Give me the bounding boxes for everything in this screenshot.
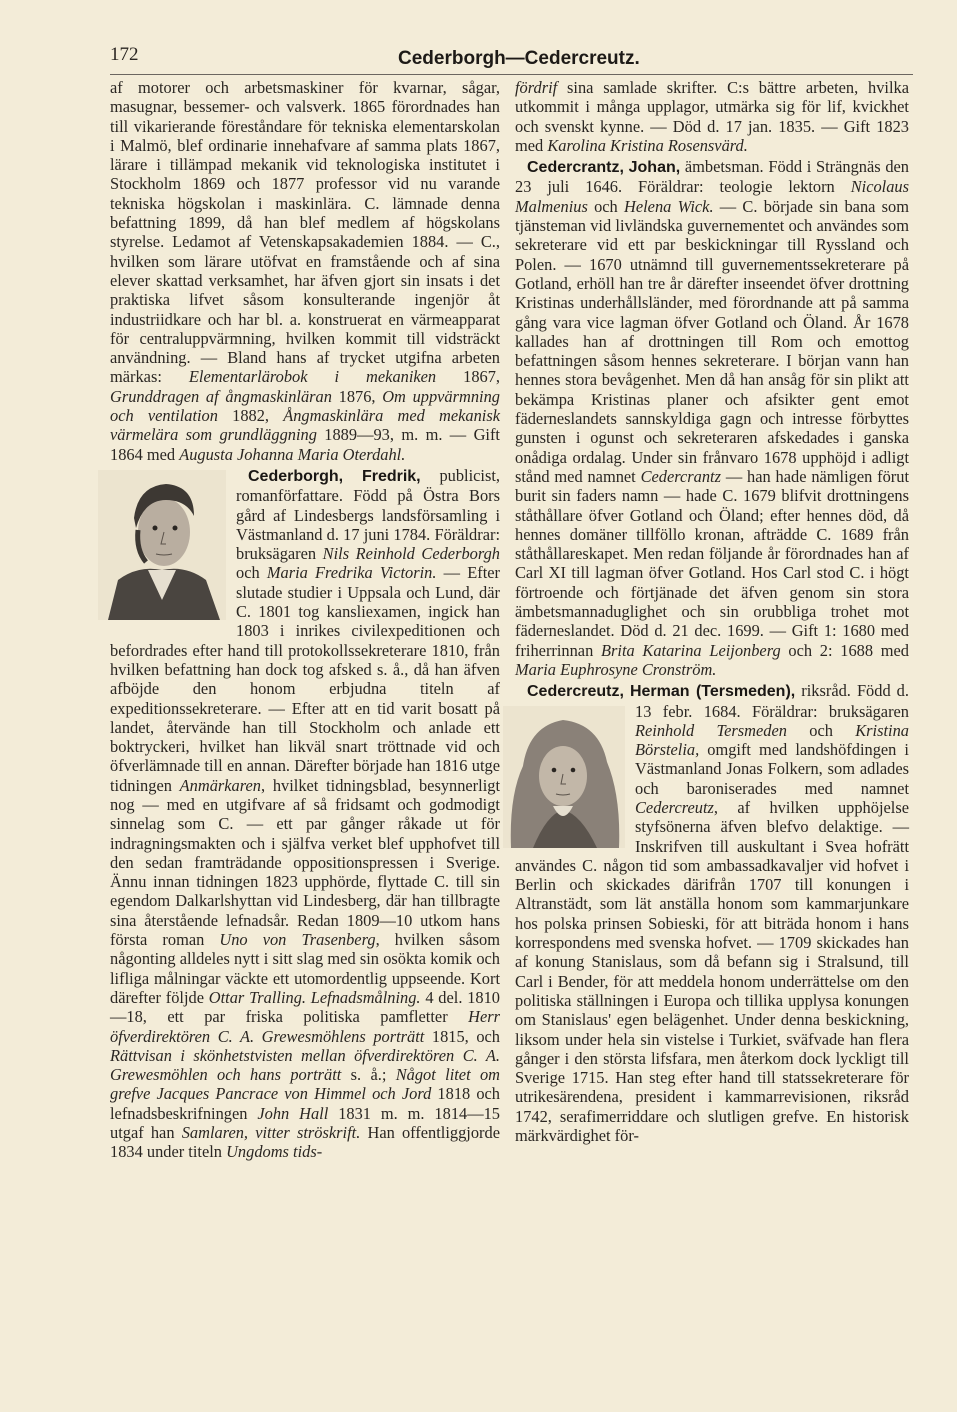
entry-fredrik-cederborgh: Cederborgh, Fredrik, publicist, romanförfattare. Född på Östra Bors gård af Lindesbergs landsförsamling i Västmanland d. 17 juni 1784. Föräldrar: bruksägaren Nils Reinhold Cederborgh och Maria Fredrika Victorin. — Efter slutade studier i Uppsala och Lund, där C. 1801 tog kansliexamen, ingick han 1803 i inrikes civilexpeditionen och befordrades efter hand till protokollssekreterare 1810, från hvilken befattning han dock tog afsked s. å., då han äfven afböjde den honom erbjudna titeln af expeditionssekreterare. — Efter att en tid varit bosatt på landet, återvände han till Stockholm och anlade ett boktryckeri, hvilket han likväl snart tröttnade vid och öfverlämnade till en annan. Därefter började han 1816 utge tidningen Anmärkaren, hvilket tidningsblad, besynnerligt nog — med en utgifvare af så fridsamt och godmodigt sinnelag som C. — ett par gånger råkade ut för indragningsmakten och i själfva verket blef upphofvet till den sedan framträdande oppositionspressen i Sverige. Ännu innan tidningen 1823 upphörde, flyttade C. till sin egendom Dalkarlshyttan vid Lindesberg, där han tillbragte sina återstående lefnadsår. Redan 1809—10 utkom hans första roman Uno von Trasenberg, hvilken såsom någonting alldeles nytt i sitt slag med sin osökta komik och lifliga målningar väckte ett utomordentlig uppseende. Kort därefter följde Ottar Tralling. Lefnadsmålning. 4 del. 1810—18, ett par friska politiska pamfletter Herr öfverdirektören C. A. Grewesmöhlens porträtt 1815, och Rättvisan i skönhetstvisten mellan öfverdirektören C. A. Grewesmöhlen och hans porträtt s. å.; Något litet om grefve Jacques Pancrace von Himmel och Jord 1818 och lefnadsbeskrifningen John Hall 1831 m. m. 1814—15 utgaf han Samlaren, vitter ströskrift. Han offentliggjorde 1834 under titeln Ungdoms tids-: [110, 466, 500, 1162]
entry-surname: Cedercrantz,: [527, 159, 624, 177]
entry-continuation: af motorer och arbetsmaskiner för kvarnar, sågar, masugnar, bessemer- och valsverk. 1865 förordnades han till vikarierande föreståndare för tekniska elementarskolan i Malmö, blef ordinarie innehafvare af samma plats 1867, lärare i tillämpad mekanik vid teknologiska institutet i Stockholm 1869 och 1877 professor vid nu varande tekniska högskolan i maskinlära. C. lämnade denna befattning 1899, då han blef medlem af högskolans styrelse. Ledamot af Vetenskapsakademien 1884. — C., hvilken som lärare utöfvat en framstående och af sina elever skattad verksamhet, har äfven gjort sin insats i det praktiska lifvet såsom konsulterande ingenjör åt industriidkare och har bl. a. konstruerat en värmeapparat för centraluppvärmning, hvilken kommit till vidsträckt användning. — Bland hans af trycket utgifna arbeten märkas: Elementarlärobok i mekaniken 1867, Grunddragen af ångmaskinläran 1876, Om uppvärmning och ventilation 1882, Ångmaskinlära med mekanisk värmelära som grundläggning 1889—93, m. m. — Gift 1864 med Augusta Johanna Maria Oterdahl.: [110, 78, 501, 464]
entry-given-name: Fredrik,: [361, 467, 421, 485]
portrait-image: [503, 706, 625, 848]
running-head: Cederborgh—Cedercreutz.: [398, 48, 640, 69]
entry-given-name: Herman (Tersmeden),: [629, 683, 796, 701]
portrait-image: [98, 470, 226, 620]
entry-surname: Cedercreutz,: [527, 683, 624, 701]
entry-johan-cedercrantz: Cedercrantz, Johan, ämbetsman. Född i Strängnäs den 23 juli 1646. Föräldrar: teologie lektorn Nicolaus Malmenius och Helena Wick. — C. började sin bana som tjänsteman vid livländska guvernementet och användes som sekreterare vid ett par beskickningar till Ryssland och Polen. — 1670 utnämnd till guvernementssekreterare på Gotland, erhöll han tre år därefter inseendet öfver drottning Kristinas underhållsländer, med förordnande att på samma gång vara vice lagman öfver Gotland och Öland. År 1678 kallades han af drottningen till Rom och emottog befattningen såsom hennes sekreterare. I början vann han hennes stora bevågenhet. Men då han ansåg för sin plikt att bekämpa Kristinas planer och afsikter gent emot fäderneslandets sannskyldiga gagn och intresse förbyttes gunsten i ogunst och sekreteraren afskedades i ganska onådiga ordalag. Under sin frånvaro 1678 upphöjd i adligt stånd med namnet Cedercrantz — han hade nämligen förut burit sin faders namn — hade C. 1679 blifvit drottningens ståthållare öfver Gotland och Öland; efter hennes död, då hennes domäner tillföllo kronan, afträdde C. 1689 från ståthållareskapet. Men redan följande år förordnades han af Carl XI till lagman öfver Gotland. Hos Carl stod C. i högt förtroende och förtjänade det äfven genom sin stora ämbetsmannaduglighet och sin orubbliga trohet mot fäderneslandet. Död d. 21 dec. 1699. — Gift 1: 1680 med friherrinnan Brita Katarina Leijonberg och 2: 1688 med Maria Euphrosyne Cronström.: [515, 157, 910, 679]
portrait-man-wig-icon: [503, 706, 625, 848]
entry-continuation-right: fördrif sina samlade skrifter. C:s bättre arbeten, hvilka utkommit i många upplagor, utmärka sig för lif, kvickhet och svenskt kynne. — Död d. 17 jan. 1835. — Gift 1823 med Karolina Kristina Rosensvärd.: [515, 78, 909, 155]
entry-surname: Cederborgh,: [248, 467, 344, 485]
header-rule: [110, 74, 913, 75]
entry-herman-cedercreutz: Cedercreutz, Herman (Tersmeden), riksråd. Född d. 13 febr. 1684. Föräldrar: bruksägaren Reinhold Tersmeden och Kristina Börstelia, omgift med landshöfdingen i Västmanland Jonas Folkern, som adlades och baroniserades med namnet Cedercreutz, af hvilken upphöjelse styfsönerna äfven blefvo delaktige. — Inskrifven till auskultant i Svea hofrätt användes C. någon tid som ambassadkavaljer vid hofvet i Berlin och skickades därifrån 1707 till konungen i Altranstädt, som lät anställa honom som kammarjunkare hos polska prinsen Sobieski, för att biträda honom i hans korrespondens med svenska hofvet. — 1709 skickades han af konung Stanislaus, som då befann sig i Stralsund, till Carl i Bender, för att meddela honom underrättelse om den politiska ställningen i Europa och tillika upplysa konungen om Stanislaus' egen belägenhet. Under denna beskickning, liksom under hela sin vistelse i Turkiet, sväfvade han flera gånger i den största lifsfara, men återkom dock lyckligt till Sverige 1715. Han steg efter hand till statssekreterare för utrikesärendena, president i kammarrevisionen, riksråd 1742, serafimerriddare och slutligen grefve. En historisk märkvärdighet för-: [515, 681, 909, 1145]
right-column: [515, 78, 909, 1145]
page-header: [110, 44, 910, 74]
left-column: [110, 78, 500, 1162]
portrait-man-icon: [98, 470, 226, 620]
page-number: 172: [110, 44, 139, 65]
entry-given-name: Johan,: [628, 159, 681, 177]
